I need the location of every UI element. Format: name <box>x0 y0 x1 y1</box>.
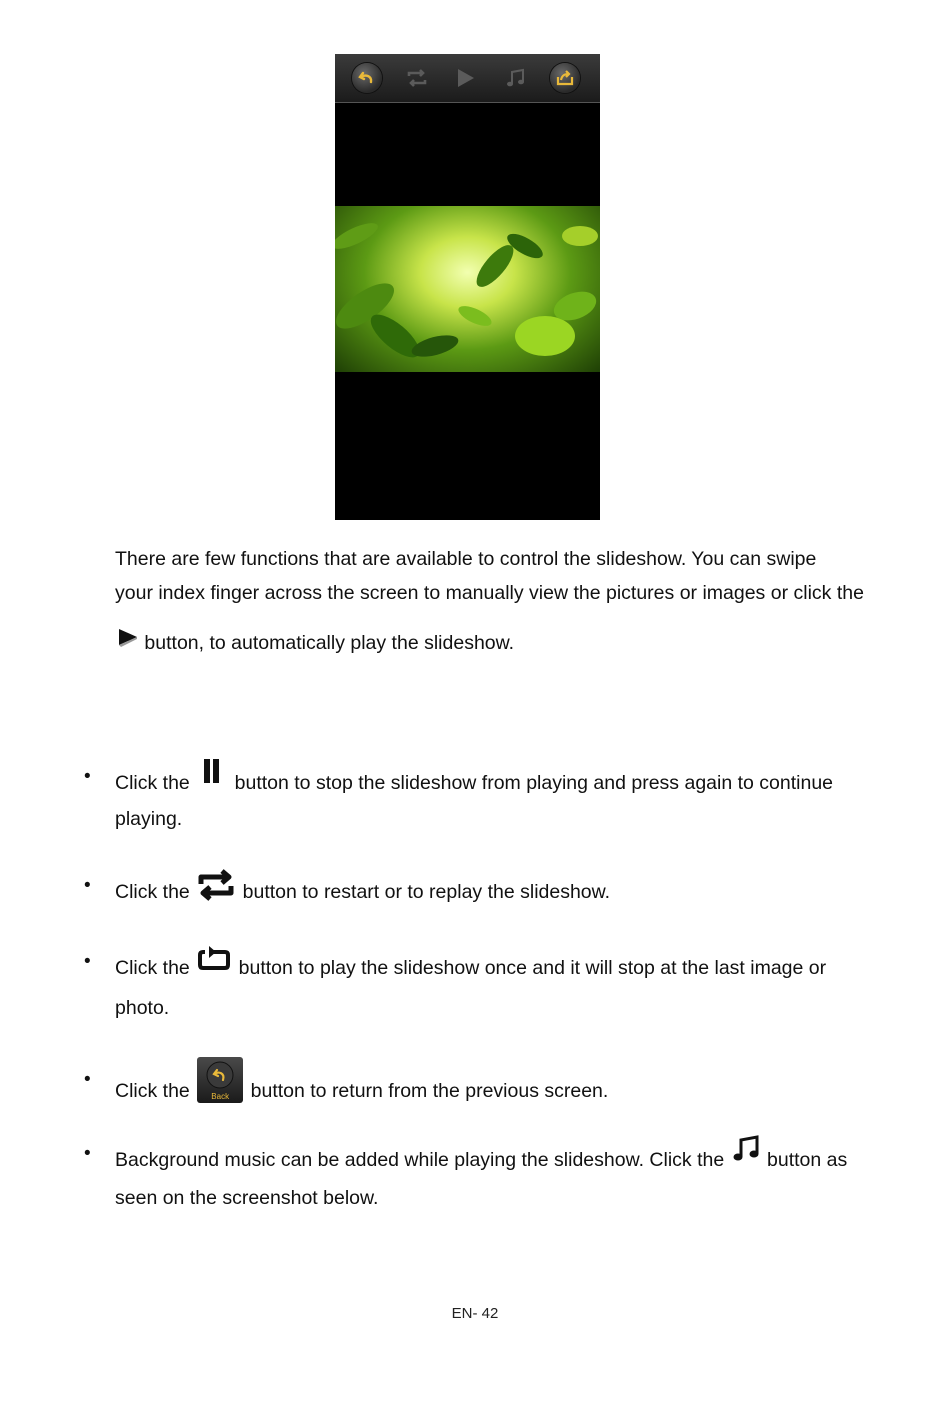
back-button-icon <box>197 1057 243 1103</box>
pause-icon <box>195 757 229 787</box>
back-button-label: Back <box>211 1092 230 1101</box>
intro-paragraph <box>115 542 905 662</box>
intro-line-3-row <box>115 626 905 662</box>
slideshow-photo <box>335 206 600 372</box>
play-once-icon <box>195 943 233 975</box>
back-icon[interactable] <box>352 63 382 93</box>
list-item <box>115 1143 905 1177</box>
bullet-text: Click the <box>115 772 190 794</box>
bullet-text: Click the <box>115 1080 190 1103</box>
bullet-marker: • <box>84 951 91 972</box>
music-icon[interactable] <box>501 63 531 93</box>
play-icon <box>115 627 139 662</box>
share-icon[interactable] <box>550 63 580 93</box>
page-number: EN- 42 <box>451 1305 499 1322</box>
bullet-text: Click the <box>115 881 190 903</box>
list-item <box>115 875 905 910</box>
bullet-text: button to stop the slideshow from playing and press again to continue <box>234 772 834 794</box>
intro-line-3: button, to automatically play the slideshow. <box>144 632 515 654</box>
bullet-text: button to restart or to replay the slideshow. <box>242 881 611 903</box>
list-item <box>115 766 905 800</box>
play-icon[interactable] <box>452 63 482 93</box>
repeat-icon <box>195 868 237 902</box>
list-item <box>115 1069 905 1115</box>
slideshow-toolbar <box>335 54 600 103</box>
bullet-marker: • <box>84 1143 91 1164</box>
list-item <box>115 951 905 985</box>
bullet-text: Click the <box>115 957 190 979</box>
bullet-text: button to return from the previous screen. <box>250 1080 609 1103</box>
bullet-marker: • <box>84 875 91 896</box>
bullet-text: Background music can be added while playing the slideshow. Click the <box>115 1149 725 1171</box>
repeat-icon[interactable] <box>402 63 432 93</box>
bullet-continuation: playing. <box>115 808 183 830</box>
bullet-text: button to play the slideshow once and it will stop at the last image or <box>238 957 827 979</box>
intro-line-1: There are few functions that are available to control the slideshow. You can swipe <box>115 548 817 570</box>
bullet-marker: • <box>84 1069 91 1090</box>
intro-line-2: your index finger across the screen to manually view the pictures or images or click the <box>115 582 864 604</box>
slideshow-screenshot <box>335 54 600 520</box>
bullet-continuation: photo. <box>115 997 170 1019</box>
music-note-icon <box>730 1133 762 1165</box>
bullet-text: button as <box>767 1149 848 1171</box>
bullet-continuation: seen on the screenshot below. <box>115 1187 379 1209</box>
bullet-marker: • <box>84 766 91 787</box>
